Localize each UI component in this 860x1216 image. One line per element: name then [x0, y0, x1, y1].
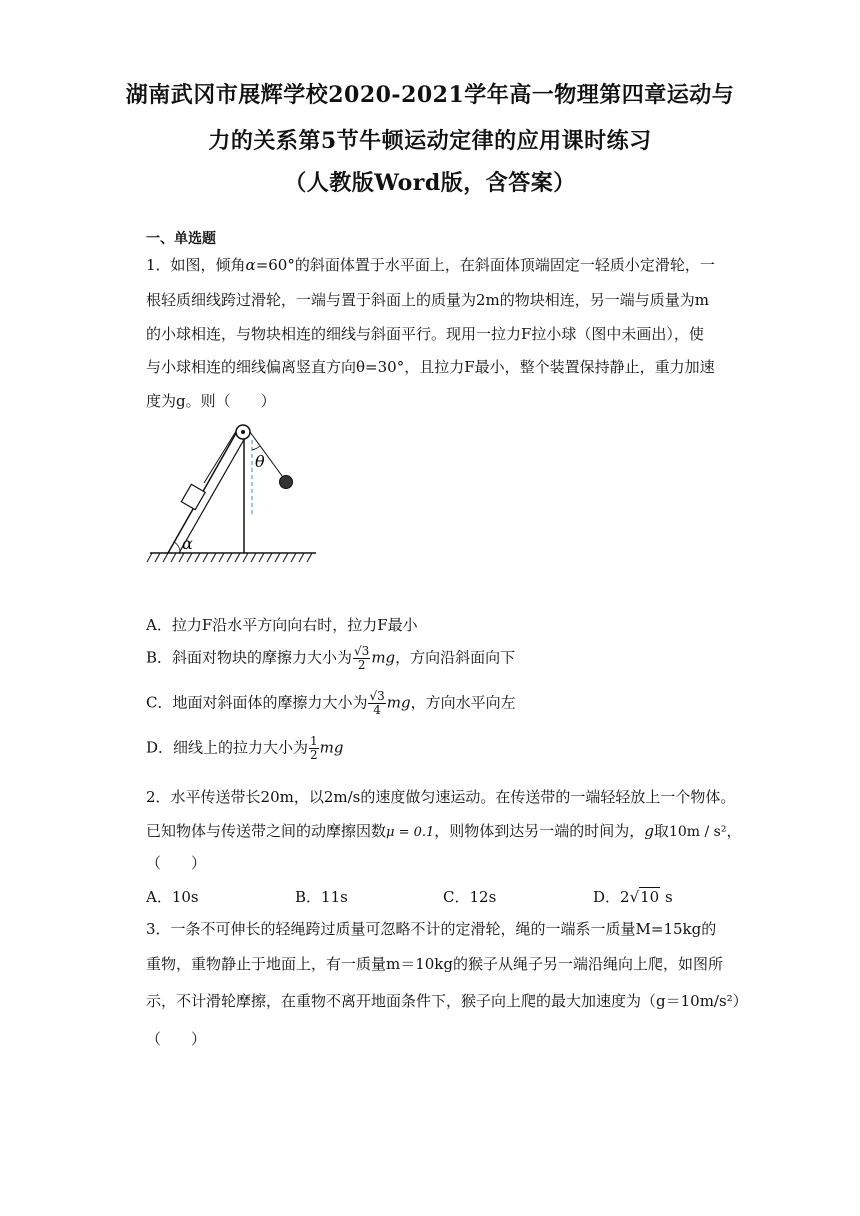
incline-pulley-figure [146, 420, 321, 565]
q2-line-3: （ ） [146, 854, 207, 872]
q1-line-5: 度为g。则（ ） [146, 392, 276, 410]
q2-option-d-coef: D．2 [593, 888, 630, 906]
q2-g-value: 10m / s² [668, 824, 727, 840]
q2-line-2-c: 取 [653, 822, 669, 840]
q2-line-2-d: ， [726, 822, 742, 840]
fraction-denominator: 4 [373, 703, 381, 717]
q1-option-b [146, 645, 515, 672]
q3-line-4: （ ） [146, 1030, 207, 1048]
q2-line-2-a: 已知物体与传送带之间的动摩擦因数 [146, 822, 387, 840]
q1-option-d-text: D．细线上的拉力大小为 [146, 738, 309, 757]
block-2m [181, 484, 205, 509]
q1-option-c-fraction [368, 690, 385, 717]
ground-hatch [147, 553, 312, 562]
q2-mu-value: μ = 0.1 [386, 825, 435, 840]
q1-option-c-text: C．地面对斜面体的摩擦力大小为 [146, 693, 368, 712]
q1-line-1-b: =60°的斜面体置于水平面上，在斜面体顶端固定一轻质小定滑轮，一 [255, 256, 715, 274]
q1-option-a: A．拉力F沿水平方向向右时，拉力F最小 [146, 616, 418, 634]
q2-option-d-unit: s [665, 888, 673, 906]
q1-line-4: 与小球相连的细线偏离竖直方向θ=30°，且拉力F最小，整个装置保持静止，重力加速 [146, 358, 715, 376]
fraction-denominator: 2 [310, 748, 318, 762]
q1-line-1 [146, 254, 715, 275]
q2-option-c: C．12s [443, 888, 497, 906]
alpha-label: α [182, 534, 193, 553]
fraction-numerator: √3 [369, 689, 385, 703]
q1-option-b-mg: mg [371, 648, 396, 667]
alpha-arc [174, 542, 180, 553]
q1-option-c [146, 690, 516, 717]
theta-arc [252, 446, 260, 450]
fraction-numerator: 1 [310, 734, 318, 748]
q3-line-1: 3．一条不可伸长的轻绳跨过质量可忽略不计的定滑轮，绳的一端系一质量M=15kg的 [146, 920, 717, 938]
incline-surface [168, 428, 239, 553]
q2-line-2 [146, 820, 741, 841]
q1-option-d-mg: mg [319, 738, 344, 757]
doc-title-line-2: 力的关系第5节牛顿运动定律的应用课时练习 [208, 128, 652, 154]
q2-line-1: 2．水平传送带长20m，以2m/s的速度做匀速运动。在传送带的一端轻轻放上一个物体。 [146, 788, 736, 806]
q1-option-d [146, 735, 344, 762]
q1-line-1-a: 1．如图，倾角 [146, 256, 246, 274]
q2-option-d-sqrt: √10 [629, 888, 660, 906]
q1-option-b-fraction [353, 645, 370, 672]
fraction-numerator: √3 [354, 644, 370, 658]
q1-option-d-fraction [309, 735, 319, 762]
q2-line-2-b: ，则物体到达另一端的时间为， [434, 822, 645, 840]
q3-line-3: 示，不计滑轮摩擦，在重物不离开地面条件下，猴子向上爬的最大加速度为（g＝10m/s²） [146, 992, 748, 1010]
q1-option-c-direction: ，方向水平向左 [410, 693, 516, 712]
doc-title-line-1: 湖南武冈市展辉学校2020-2021学年高一物理第四章运动与 [125, 82, 735, 108]
q2-g-symbol: g [644, 822, 654, 840]
pulley-axle [241, 430, 245, 434]
q1-line-3: 的小球相连，与物块相连的细线与斜面平行。现用一拉力F拉小球（图中未画出），使 [146, 325, 704, 343]
q1-option-b-direction: ，方向沿斜面向下 [395, 648, 516, 667]
doc-title-line-3: （人教版Word版，含答案） [284, 170, 576, 196]
theta-label: θ [255, 452, 265, 471]
ball-m [280, 476, 293, 489]
q3-line-2: 重物，重物静止于地面上，有一质量m＝10kg的猴子从绳子另一端沿绳向上爬，如图所 [146, 955, 724, 973]
q2-option-a: A．10s [146, 888, 199, 906]
q1-alpha-symbol: α [245, 256, 256, 274]
q2-option-d [593, 886, 673, 907]
q2-option-d-radicand: 10 [640, 888, 660, 906]
section-heading: 一、单选题 [146, 231, 216, 247]
q2-option-b: B．11s [295, 888, 348, 906]
q1-option-b-text: B．斜面对物块的摩擦力大小为 [146, 648, 353, 667]
q1-option-c-mg: mg [386, 693, 411, 712]
fraction-denominator: 2 [357, 658, 366, 672]
rope-to-block [204, 428, 238, 483]
q1-line-2: 根轻质细线跨过滑轮，一端与置于斜面上的质量为2m的物块相连，另一端与质量为m [146, 291, 709, 309]
